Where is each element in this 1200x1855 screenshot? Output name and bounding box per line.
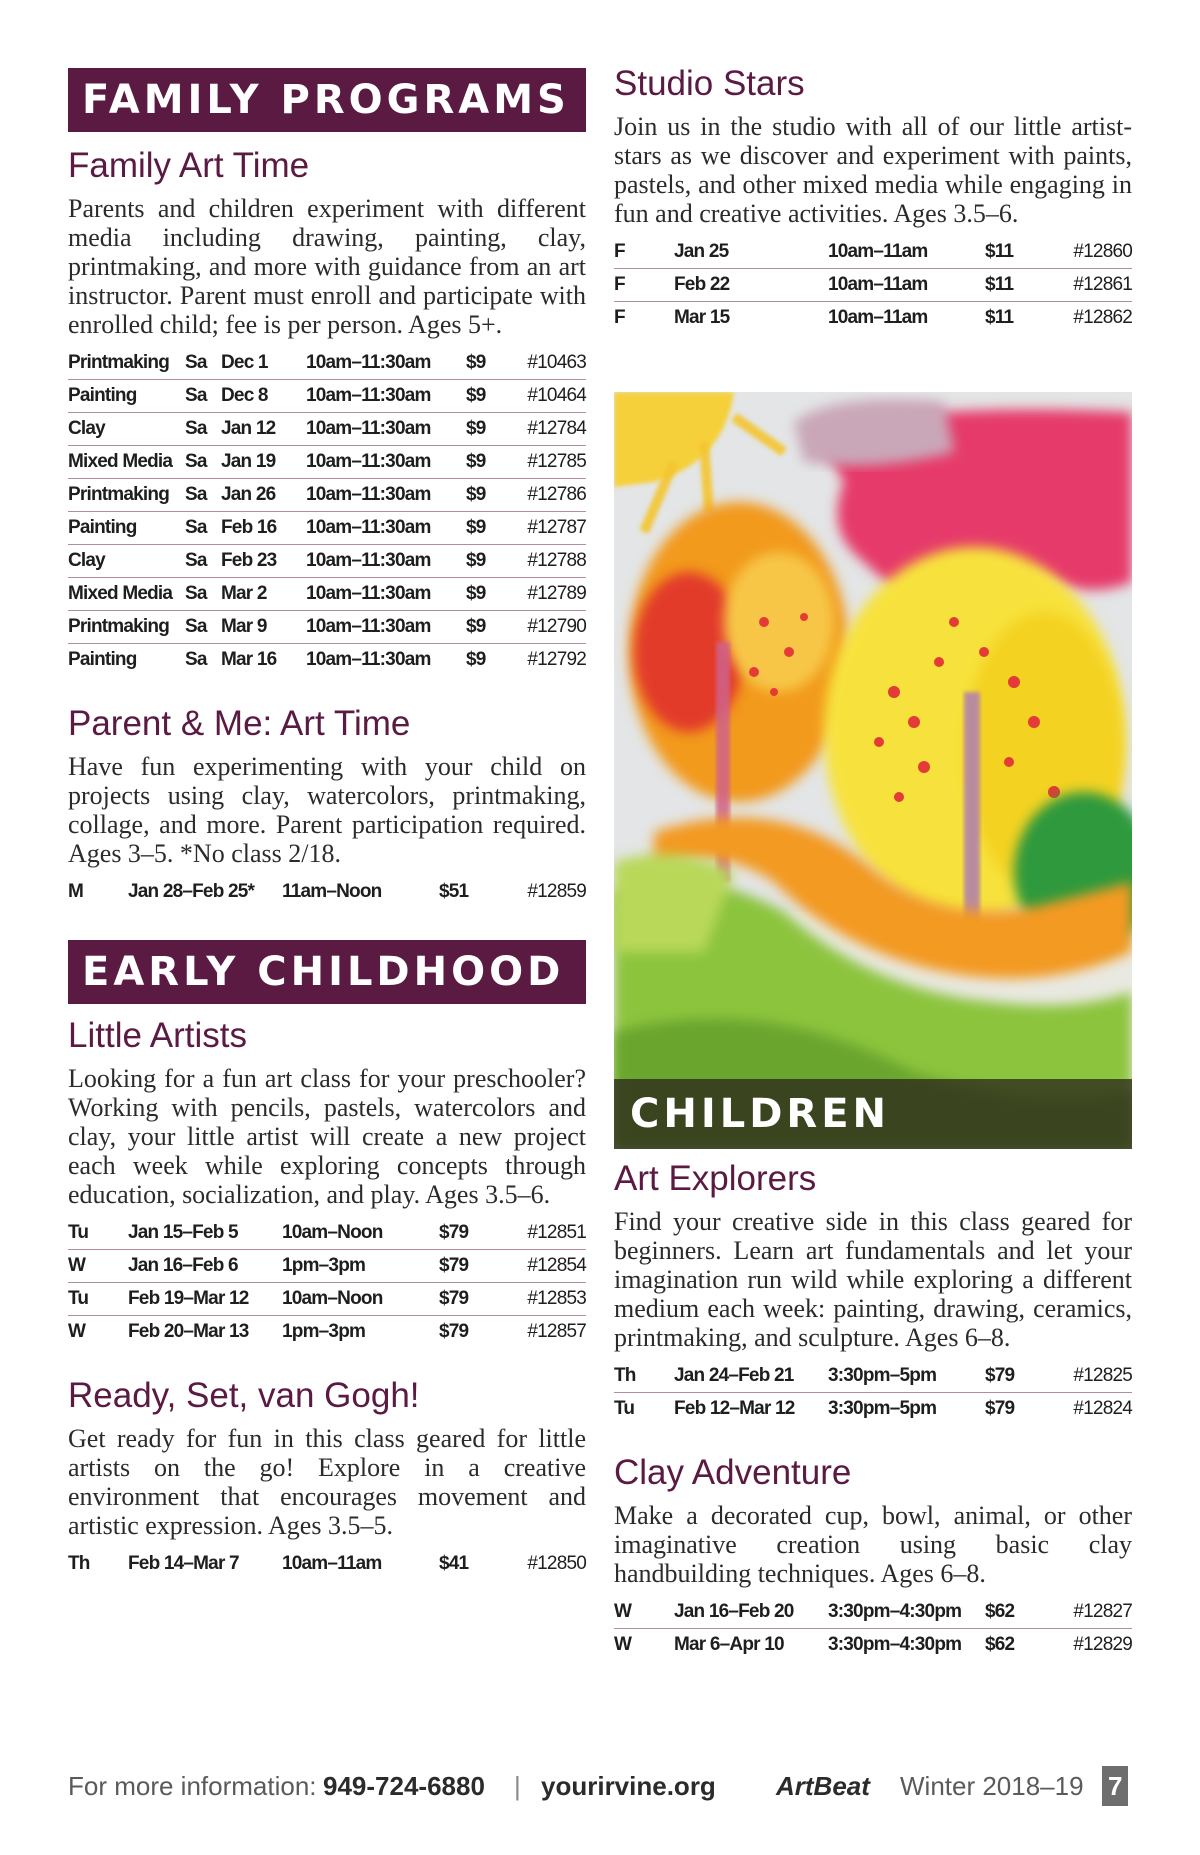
schedule-cell: 10am–11:30am — [306, 347, 466, 380]
left-column — [68, 0, 586, 1580]
clay-adventure-description: Make a decorated cup, bowl, animal, or other imaginative creation using basic clay handbuilding techniques. Ages 6–8. — [614, 1501, 1132, 1588]
course-number: #12792 — [527, 649, 586, 670]
schedule-row — [68, 876, 586, 908]
course-number: #12827 — [1055, 1596, 1132, 1629]
schedule-cell: F — [614, 236, 674, 269]
schedule-cell: Mar 15 — [674, 307, 730, 328]
schedule-cell: Jan 16–Feb 20 — [674, 1596, 828, 1629]
schedule-row — [68, 1250, 586, 1283]
schedule-cell: Mar 9 — [221, 611, 306, 644]
course-number: #12854 — [509, 1250, 586, 1283]
schedule-cell: W — [68, 1250, 128, 1283]
schedule-cell: Feb 19–Mar 12 — [128, 1283, 282, 1316]
schedule-cell: $9 — [466, 512, 508, 545]
schedule-cell: 10am–11am — [828, 307, 928, 328]
schedule-cell: Dec 8 — [221, 380, 306, 413]
schedule-cell: 10am–11am — [828, 236, 985, 269]
schedule-cell: Feb 14–Mar 7 — [128, 1553, 239, 1574]
page-footer — [68, 1766, 1132, 1806]
schedule-cell: M — [68, 881, 84, 902]
schedule-cell: 10am–11am — [282, 1553, 382, 1574]
van-gogh-description: Get ready for fun in this class geared for little artists on the go! Explore in a creative environment that encourages movement and artistic expression. Ages 3.5–5. — [68, 1424, 586, 1540]
course-number: #10464 — [508, 380, 586, 413]
schedule-cell: Printmaking — [68, 347, 185, 380]
schedule-cell: Feb 22 — [674, 269, 828, 302]
schedule-cell: $62 — [985, 1634, 1015, 1655]
schedule-cell: $79 — [985, 1398, 1015, 1419]
course-number: #12859 — [527, 881, 586, 902]
studio-stars-description: Join us in the studio with all of our little artist-stars as we discover and experiment with paints, pastels, and other mixed media while engaging in fun and creative activities. Ages 3.5–6. — [614, 112, 1132, 228]
parent-me-title: Parent & Me: Art Time — [68, 704, 411, 743]
course-number: #12853 — [509, 1283, 586, 1316]
schedule-row — [68, 1283, 586, 1316]
schedule-cell: Jan 19 — [221, 446, 306, 479]
schedule-cell: 10am–11:30am — [306, 413, 466, 446]
schedule-cell: Feb 20–Mar 13 — [128, 1321, 249, 1342]
schedule-cell: Sa — [185, 479, 221, 512]
course-number: #12790 — [508, 611, 586, 644]
schedule-cell: $11 — [985, 307, 1014, 328]
schedule-cell: W — [614, 1596, 674, 1629]
course-number: #12824 — [1073, 1398, 1132, 1419]
footer-brand: ArtBeat — [776, 1771, 870, 1801]
schedule-cell: $9 — [466, 347, 508, 380]
course-number: #12788 — [508, 545, 586, 578]
footer-phone: 949-724-6880 — [323, 1771, 485, 1801]
schedule-cell: $11 — [985, 269, 1055, 302]
schedule-cell: 10am–11am — [828, 269, 985, 302]
course-number: #12861 — [1055, 269, 1132, 302]
page-number: 7 — [1102, 1766, 1128, 1806]
schedule-row — [68, 380, 586, 413]
art-explorers-description: Find your creative side in this class geared for beginners. Learn art fundamentals and let your imagination run wild while exploring a different medium each week: painting, drawing, ceramics, printmaking, and sculpture. Ages 6–8. — [614, 1207, 1132, 1352]
studio-stars-schedule — [614, 236, 1132, 334]
watercolor-painting-image — [614, 392, 1132, 1149]
schedule-cell: 10am–11:30am — [306, 446, 466, 479]
early-childhood-header: EARLY CHILDHOOD — [68, 940, 586, 1004]
schedule-row — [614, 236, 1132, 269]
footer-info-label: For more information: — [68, 1771, 317, 1801]
schedule-cell: Sa — [185, 380, 221, 413]
schedule-cell: Sa — [185, 545, 221, 578]
schedule-row — [68, 479, 586, 512]
schedule-cell: Feb 16 — [221, 512, 306, 545]
schedule-cell: Sa — [185, 649, 207, 670]
schedule-cell: $11 — [985, 236, 1055, 269]
schedule-cell: 10am–11:30am — [306, 649, 431, 670]
course-number: #12825 — [1055, 1360, 1132, 1393]
schedule-cell: Th — [68, 1553, 90, 1574]
schedule-cell: Tu — [614, 1398, 635, 1419]
schedule-cell: $9 — [466, 578, 508, 611]
course-number: #12850 — [527, 1553, 586, 1574]
parent-me-schedule — [68, 876, 586, 908]
schedule-row — [68, 578, 586, 611]
children-painting-photo — [614, 392, 1132, 1149]
schedule-row — [614, 1360, 1132, 1393]
children-section-header: CHILDREN — [614, 1079, 1132, 1149]
schedule-row — [68, 512, 586, 545]
schedule-cell: F — [614, 307, 625, 328]
course-number: #12851 — [509, 1217, 586, 1250]
schedule-cell: Clay — [68, 545, 185, 578]
schedule-cell: $9 — [466, 611, 508, 644]
family-art-time-title: Family Art Time — [68, 146, 310, 185]
schedule-row — [68, 347, 586, 380]
little-artists-title: Little Artists — [68, 1016, 247, 1055]
schedule-cell: $9 — [466, 545, 508, 578]
course-number: #12787 — [508, 512, 586, 545]
schedule-cell: W — [614, 1634, 632, 1655]
schedule-row — [614, 1393, 1132, 1426]
schedule-row — [614, 269, 1132, 302]
schedule-cell: Jan 28–Feb 25* — [128, 881, 255, 902]
schedule-cell: $79 — [439, 1217, 509, 1250]
schedule-cell: $79 — [985, 1360, 1055, 1393]
art-explorers-schedule — [614, 1360, 1132, 1425]
schedule-row — [68, 446, 586, 479]
schedule-cell: W — [68, 1321, 86, 1342]
family-programs-header: FAMILY PROGRAMS — [68, 68, 586, 132]
schedule-cell: $51 — [439, 881, 469, 902]
schedule-row — [68, 1316, 586, 1349]
schedule-row — [68, 1548, 586, 1580]
schedule-cell: Sa — [185, 446, 221, 479]
schedule-cell: 10am–11:30am — [306, 578, 466, 611]
schedule-cell: Sa — [185, 347, 221, 380]
van-gogh-schedule — [68, 1548, 586, 1580]
schedule-cell: Feb 12–Mar 12 — [674, 1398, 795, 1419]
schedule-cell: Jan 25 — [674, 236, 828, 269]
schedule-cell: Painting — [68, 649, 137, 670]
schedule-row — [614, 1596, 1132, 1629]
course-number: #12786 — [508, 479, 586, 512]
schedule-cell: Jan 16–Feb 6 — [128, 1250, 282, 1283]
schedule-cell: F — [614, 269, 674, 302]
schedule-row — [68, 413, 586, 446]
schedule-cell: Jan 12 — [221, 413, 306, 446]
course-number: #12857 — [527, 1321, 586, 1342]
schedule-cell: 10am–Noon — [282, 1283, 439, 1316]
right-column-lower — [614, 1157, 1132, 1661]
schedule-cell: Jan 15–Feb 5 — [128, 1217, 282, 1250]
schedule-cell: Printmaking — [68, 479, 185, 512]
course-number: #12829 — [1073, 1634, 1132, 1655]
schedule-cell: 1pm–3pm — [282, 1250, 439, 1283]
schedule-cell: Dec 1 — [221, 347, 306, 380]
right-column — [614, 0, 1132, 334]
schedule-cell: Sa — [185, 611, 221, 644]
schedule-cell: 10am–11:30am — [306, 479, 466, 512]
schedule-row — [68, 1217, 586, 1250]
schedule-row — [614, 1629, 1132, 1662]
schedule-cell: Painting — [68, 380, 185, 413]
schedule-cell: $9 — [466, 649, 486, 670]
schedule-cell: Mixed Media — [68, 446, 185, 479]
schedule-cell: Tu — [68, 1283, 128, 1316]
family-art-time-schedule — [68, 347, 586, 676]
schedule-cell: Mar 6–Apr 10 — [674, 1634, 784, 1655]
schedule-row — [68, 545, 586, 578]
schedule-cell: Mar 16 — [221, 649, 277, 670]
schedule-cell: Tu — [68, 1217, 128, 1250]
schedule-cell: $79 — [439, 1250, 509, 1283]
schedule-cell: 11am–Noon — [282, 881, 382, 902]
clay-adventure-schedule — [614, 1596, 1132, 1661]
schedule-cell: $9 — [466, 413, 508, 446]
studio-stars-title: Studio Stars — [614, 64, 805, 103]
schedule-row — [68, 644, 586, 677]
schedule-row — [68, 611, 586, 644]
footer-separator: | — [514, 1771, 521, 1801]
clay-adventure-title: Clay Adventure — [614, 1453, 852, 1492]
schedule-row — [614, 302, 1132, 335]
schedule-cell: Th — [614, 1360, 674, 1393]
schedule-cell: 10am–11:30am — [306, 545, 466, 578]
little-artists-schedule — [68, 1217, 586, 1348]
schedule-cell: 10am–11:30am — [306, 611, 466, 644]
schedule-cell: Sa — [185, 578, 221, 611]
schedule-cell: 3:30pm–5pm — [828, 1360, 985, 1393]
schedule-cell: 10am–Noon — [282, 1217, 439, 1250]
schedule-cell: Feb 23 — [221, 545, 306, 578]
schedule-cell: Mixed Media — [68, 578, 185, 611]
schedule-cell: 10am–11:30am — [306, 512, 466, 545]
schedule-cell: $9 — [466, 380, 508, 413]
schedule-cell: 10am–11:30am — [306, 380, 466, 413]
schedule-cell: $79 — [439, 1321, 469, 1342]
schedule-cell: $79 — [439, 1283, 509, 1316]
art-explorers-title: Art Explorers — [614, 1159, 817, 1198]
schedule-cell: Clay — [68, 413, 185, 446]
course-number: #12789 — [508, 578, 586, 611]
footer-season: Winter 2018–19 — [900, 1771, 1084, 1801]
schedule-cell: Painting — [68, 512, 185, 545]
parent-me-description: Have fun experimenting with your child on projects using clay, watercolors, printmaking, collage, and more. Parent participation required. Ages 3–5. *No class 2/18. — [68, 752, 586, 868]
schedule-cell: Sa — [185, 512, 221, 545]
schedule-cell: Sa — [185, 413, 221, 446]
schedule-cell: $9 — [466, 479, 508, 512]
schedule-cell: $9 — [466, 446, 508, 479]
family-art-time-description: Parents and children experiment with different media including drawing, painting, clay, printmaking, and more with guidance from an art instructor. Parent must enroll and participate with enrolled child; fee is per person. Ages 5+. — [68, 194, 586, 339]
little-artists-description: Looking for a fun art class for your preschooler? Working with pencils, pastels, watercolors and clay, your little artist will create a new project each week while exploring concepts through education, socialization, and play. Ages 3.5–6. — [68, 1064, 586, 1209]
schedule-cell: 3:30pm–5pm — [828, 1398, 937, 1419]
schedule-cell: Jan 26 — [221, 479, 306, 512]
schedule-cell: 1pm–3pm — [282, 1321, 366, 1342]
schedule-cell: Jan 24–Feb 21 — [674, 1360, 828, 1393]
course-number: #12784 — [508, 413, 586, 446]
course-number: #10463 — [508, 347, 586, 380]
course-number: #12860 — [1055, 236, 1132, 269]
schedule-cell: 3:30pm–4:30pm — [828, 1596, 985, 1629]
course-number: #12862 — [1073, 307, 1132, 328]
schedule-cell: $62 — [985, 1596, 1055, 1629]
schedule-cell: $41 — [439, 1553, 469, 1574]
schedule-cell: 3:30pm–4:30pm — [828, 1634, 962, 1655]
schedule-cell: Printmaking — [68, 611, 185, 644]
footer-website-link[interactable]: yourirvine.org — [541, 1771, 716, 1801]
van-gogh-title: Ready, Set, van Gogh! — [68, 1376, 420, 1415]
course-number: #12785 — [508, 446, 586, 479]
schedule-cell: Mar 2 — [221, 578, 306, 611]
